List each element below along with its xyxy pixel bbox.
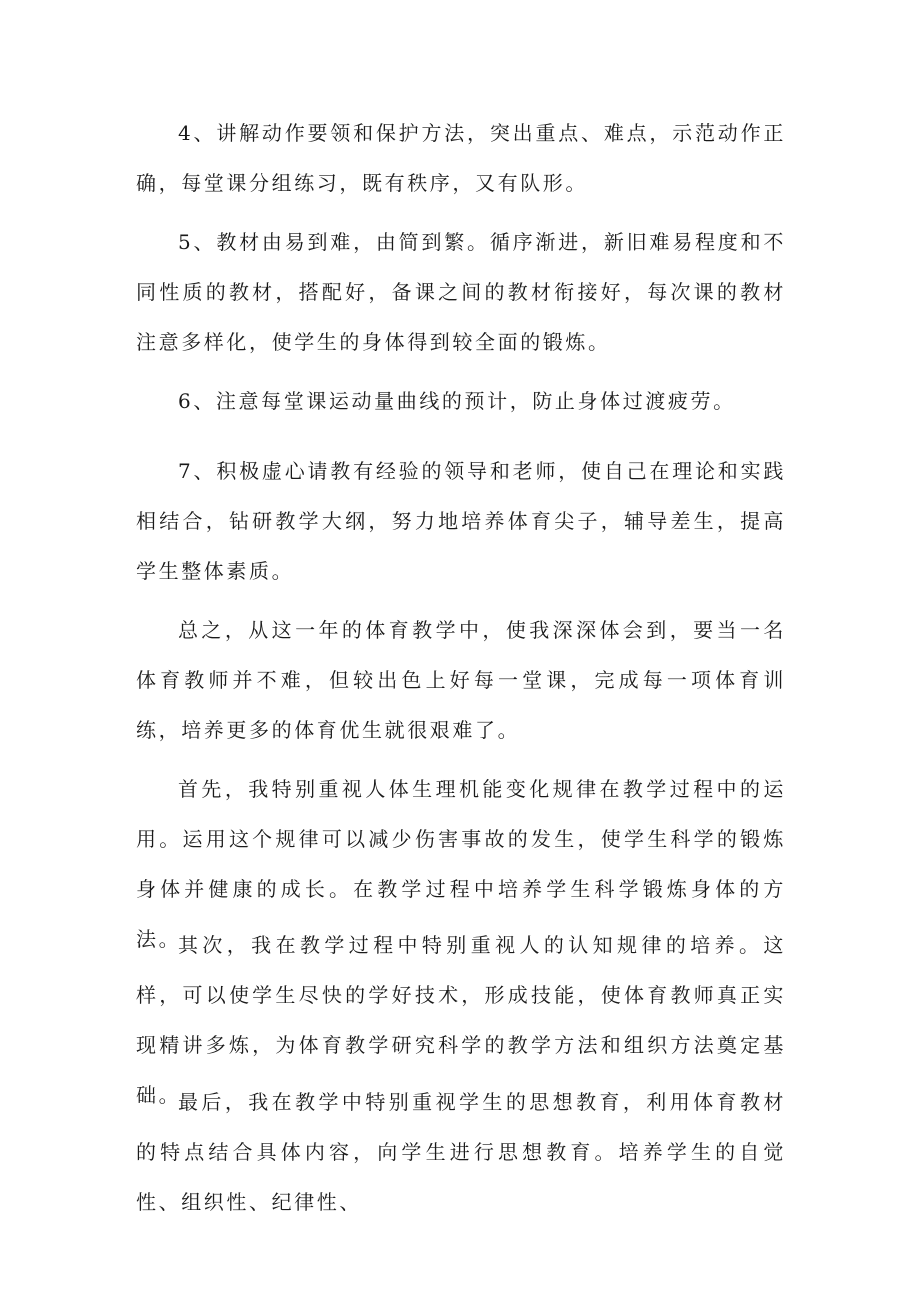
paragraph-item-5: 5、教材由易到难，由简到繁。循序渐进，新旧难易程度和不同性质的教材，搭配好，备课之间的教材衔接好，每次课的教材注意多样化，使学生的身体得到较全面的锻炼。 [136, 230, 786, 354]
paragraph-item-7: 7、积极虚心请教有经验的领导和老师，使自己在理论和实践相结合，钻研教学大纲，努力地培养体育尖子，辅导差生，提高学生整体素质。 [136, 459, 786, 583]
paragraph-last: 最后，我在教学中特别重视学生的思想教育，利用体育教材的特点结合具体内容，向学生进行思想教育。培养学生的自觉性、组织性、纪律性、 [136, 1090, 786, 1214]
paragraph-second: 其次，我在教学过程中特别重视人的认知规律的培养。这样，可以使学生尽快的学好技术，形成技能，使体育教师真正实现精讲多炼，为体育教学研究科学的教学方法和组织方法奠定基础。 [136, 933, 786, 1107]
paragraph-item-6: 6、注意每堂课运动量曲线的预计，防止身体过渡疲劳。 [178, 389, 736, 413]
paragraph-first: 首先，我特别重视人体生理机能变化规律在教学过程中的运用。运用这个规律可以减少伤害事故的发生，使学生科学的锻炼身体并健康的成长。在教学过程中培养学生科学锻炼身体的方法。 [136, 777, 786, 951]
paragraph-summary: 总之，从这一年的体育教学中，使我深深体会到，要当一名体育教师并不难，但较出色上好每一堂课，完成每一项体育训练，培养更多的体育优生就很艰难了。 [136, 618, 786, 742]
paragraph-item-4: 4、讲解动作要领和保护方法，突出重点、难点，示范动作正确，每堂课分组练习，既有秩序，又有队形。 [136, 121, 786, 195]
